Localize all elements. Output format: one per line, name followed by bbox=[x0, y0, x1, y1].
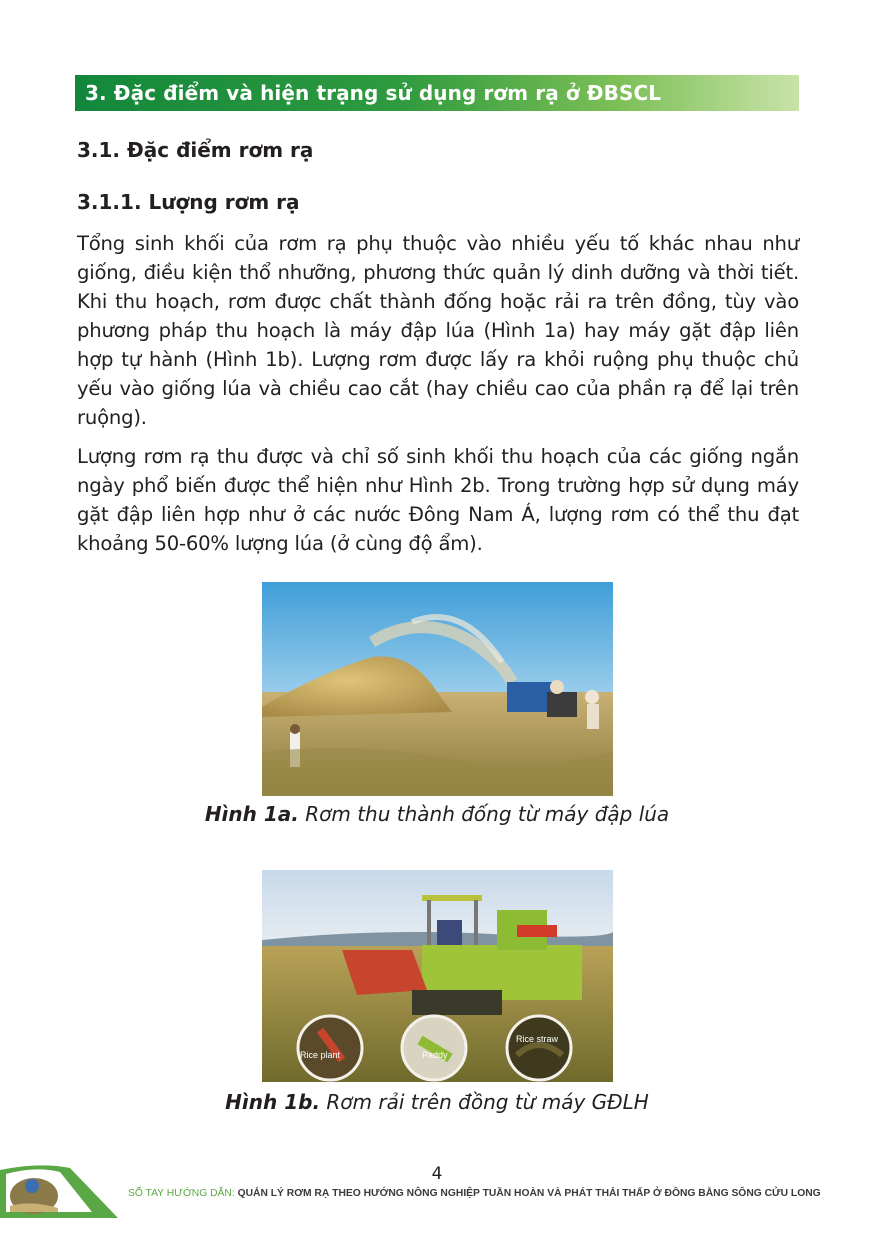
body-paragraph: Lượng rơm rạ thu được và chỉ số sinh khối thu hoạch của các giống ngắn ngày phổ biến được thể hiện như Hình 2b. Trong trường hợp sử dụng máy gặt đập liên hợp như ở các nước Đông Nam Á, lượng rơm có thể thu đạt khoảng 50-60% lượng lúa (ở cùng độ ẩm). bbox=[77, 445, 799, 555]
footer-logo bbox=[0, 1162, 130, 1222]
figure-label: Hình 1b. bbox=[225, 1090, 321, 1114]
inset-label-rice-straw: Rice straw bbox=[516, 1034, 559, 1044]
figure-1a-caption bbox=[0, 802, 874, 826]
figure-1a-photo bbox=[262, 582, 613, 796]
inset-label-rice-plant: Rice plant bbox=[300, 1050, 341, 1060]
subsubsection-heading: 3.1.1. Lượng rơm rạ bbox=[77, 190, 300, 214]
figure-1b-photo bbox=[262, 870, 613, 1082]
subsection-heading: 3.1. Đặc điểm rơm rạ bbox=[77, 138, 314, 162]
figure-caption-text: Rơm rải trên đồng từ máy GĐLH bbox=[326, 1090, 649, 1114]
figure-1b-caption bbox=[0, 1090, 874, 1114]
footer-title: QUẢN LÝ RƠM RẠ THEO HƯỚNG NÔNG NGHIỆP TUẦN HOÀN VÀ PHÁT THẢI THẤP Ở ĐỒNG BẰNG SÔNG CỬU LONG bbox=[237, 1188, 821, 1199]
footer-lead: SỔ TAY HƯỚNG DẪN: bbox=[128, 1188, 238, 1199]
section-heading: 3. Đặc điểm và hiện trạng sử dụng rơm rạ ở ĐBSCL bbox=[85, 81, 662, 105]
footer-text bbox=[128, 1188, 821, 1199]
figure-caption-text: Rơm thu thành đống từ máy đập lúa bbox=[305, 802, 670, 826]
body-paragraph: Tổng sinh khối của rơm rạ phụ thuộc vào nhiều yếu tố khác nhau như giống, điều kiện thổ nhưỡng, phương thức quản lý dinh dưỡng và thời tiết. Khi thu hoạch, rơm được chất thành đống hoặc rải ra trên đồng, tùy vào phương pháp thu hoạch là máy đập lúa (Hình 1a) hay máy gặt đập liên hợp tự hành (Hình 1b). Lượng rơm được lấy ra khỏi ruộng phụ thuộc chủ yếu vào giống lúa và chiều cao cắt (hay chiều cao của phần rạ để lại trên ruộng). bbox=[77, 232, 799, 429]
inset-label-paddy: Paddy bbox=[422, 1050, 448, 1060]
page-number: 4 bbox=[431, 1164, 443, 1184]
section-heading-bar bbox=[75, 75, 799, 111]
figure-label: Hình 1a. bbox=[204, 802, 299, 826]
